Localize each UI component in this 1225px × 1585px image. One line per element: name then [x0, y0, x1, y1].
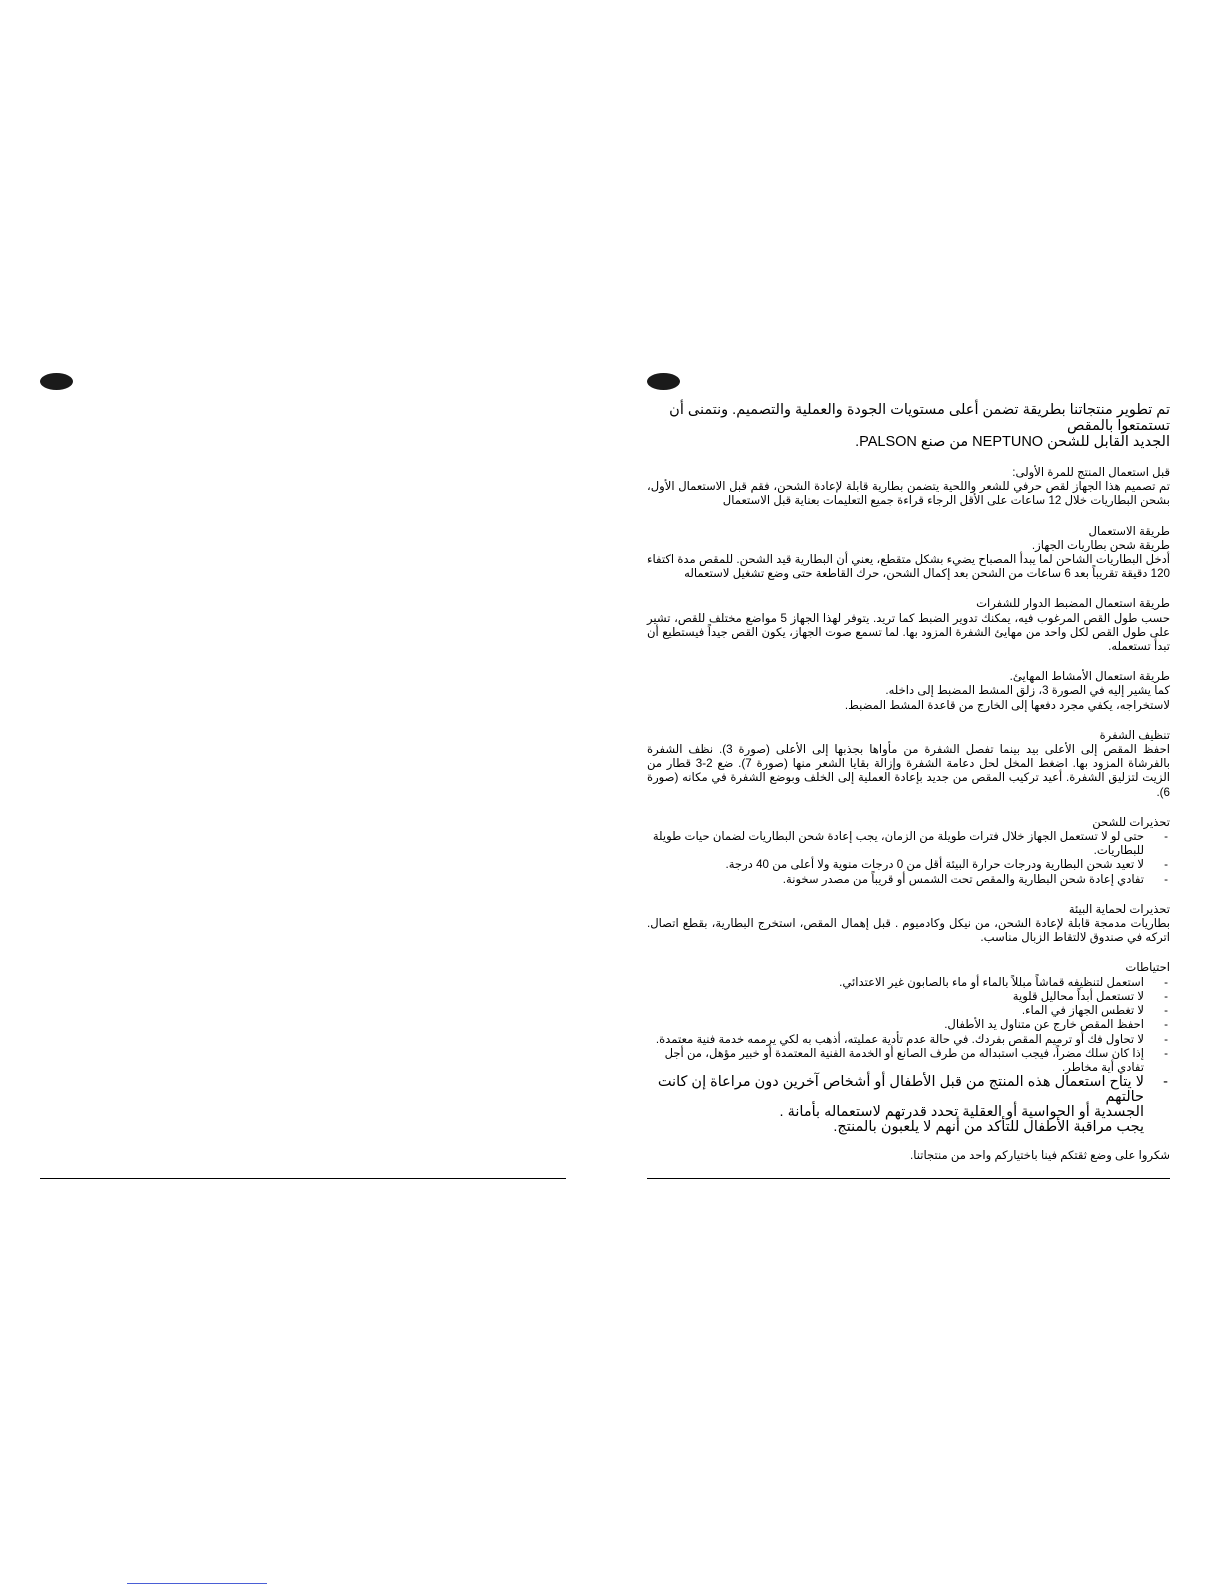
list-item-children-warning: [647, 1075, 1170, 1135]
list-item: - لا تغطس الجهاز في الماء.: [647, 1004, 1170, 1018]
section-title: طريقة الاستعمال: [1088, 524, 1170, 538]
right-footer-rule: [647, 1178, 1170, 1179]
warning-line-3: يجب مراقبة الأطفال للتأكد من أنهم لا يلعبون بالمنتج.: [833, 1119, 1144, 1136]
section-title: تنظيف الشفرة: [1099, 728, 1170, 742]
language-badge-right: [647, 373, 680, 390]
language-badge-left: [40, 373, 73, 390]
list-item: - لا تستعمل أبداً محاليل قلوية: [647, 990, 1170, 1004]
left-footer-rule: [40, 1178, 566, 1179]
arabic-instructions: [647, 402, 1170, 1163]
intro-line-2: الجديد القابل للشحن NEPTUNO من صنع PALSON.: [855, 434, 1170, 450]
section-line: لاستخراجه، يكفي مجرد دفعها إلى الخارج من قاعدة المشط المضبط.: [844, 698, 1170, 712]
section-line: كما يشير إليه في الصورة 3، زلق المشط المضبط إلى داخله.: [885, 684, 1170, 698]
section-title: احتياطات: [1125, 961, 1170, 975]
list-item: - لا تعيد شحن البطارية ودرجات حرارة البيئة أقل من 0 درجات منوية ولا أعلى من 40 درجة.: [647, 858, 1170, 872]
section-body: بطاريات مدمجة قابلة لإعادة الشحن، من نيكل وكادميوم . قبل إهمال المقص، استخرج البطارية، بقطع اتصال. اتركه في صندوق لالتقاط الزبال مناسب.: [647, 917, 1170, 945]
section-body: حسب طول القص المرغوب فيه، يمكنك تدوير الضبط كما تريد. يتوفر لهذا الجهاز 5 مواضع مختلف للقص، تشير على طول القص لكل واحد من مهايئ الشفرة المزود بها. لما تسمع صوت الجهاز، يكون القص جيداً فيستطيع أن تبدأ تستعمله.: [647, 611, 1170, 654]
intro-line-1: تم تطوير منتجاتنا بطريقة تضمن أعلى مستويات الجودة والعملية والتصميم. ونتمنى أن تستمتعوا بالمقص: [669, 402, 1170, 434]
section-title: تحذيرات للشحن: [1092, 815, 1170, 829]
list-item: - إذا كان سلك مضراً، فيجب استبداله من طرف الصانع أو الخدمة الفنية المعتمدة أو خبير مؤهل، من أجل تفادي أية مخاطر.: [647, 1047, 1170, 1075]
precaution-list: [647, 976, 1170, 1135]
section-dial: [647, 597, 1170, 654]
section-first-use: [647, 466, 1170, 509]
section-title: تحذيرات لحماية البيئة: [1068, 902, 1170, 916]
list-item: - احفظ المقص خارج عن متناول يد الأطفال.: [647, 1018, 1170, 1032]
section-cleaning: [647, 729, 1170, 800]
section-environment: [647, 903, 1170, 946]
list-item: - تفادي إعادة شحن البطارية والمقص تحت الشمس أو قريباً من مصدر سخونة.: [647, 873, 1170, 887]
list-item: - لا تحاول فك أو ترميم المقص بفردك. في حالة عدم تأدية عمليته، أذهب به لكي يرممه خدمة فنية معتمدة.: [647, 1033, 1170, 1047]
section-usage: [647, 525, 1170, 582]
section-combs: [647, 670, 1170, 713]
bottom-edge-line: [127, 1583, 267, 1584]
section-body: تم تصميم هذا الجهاز لقص حرفي للشعر واللحية يتضمن بطارية قابلة لإعادة الشحن، فقم قبل الاستعمال الأول، بشحن البطاريات خلال 12 ساعات على الأقل الرجاء قراءة جميع التعليمات بعناية قبل الاستعمال: [647, 480, 1170, 508]
section-title: قبل استعمال المنتج للمرة الأولى:: [1012, 466, 1170, 479]
section-precautions: [647, 961, 1170, 1135]
section-title: طريقة استعمال الأمشاط المهايئ.: [1009, 670, 1170, 684]
thanks-text: شكروا على وضع ثقتكم فينا باختياركم واحد من منتجاتنا.: [909, 1149, 1170, 1163]
warning-line-1: - لا يتاح استعمال هذه المنتج من قبل الأطفال أو أشخاص آخرين دون مراعاة إن كانت حالتهم: [657, 1074, 1144, 1106]
section-title: طريقة استعمال المضبط الدوار للشفرات: [976, 597, 1170, 611]
section-body: احفظ المقص إلى الأعلى بيد بينما تفصل الشفرة من مأواها بجذبها إلى الأعلى (صورة 3). نظف الشفرة بالفرشاة المزود بها. اضغط المخل لحل دعامة الشفرة وإزالة بقايا الشعر منها (صورة 7). ضع 2-3 قطار من الزيت لتزليق الشفرة. أعيد تركيب المقص من جديد بإعادة العملية إلى الخلف وبوضع الشفرة في مكانه (صورة 6).: [647, 743, 1171, 799]
list-item: - حتى لو لا تستعمل الجهاز خلال فترات طويلة من الزمان، يجب إعادة شحن البطاريات لضمان حيات طويلة للبطاريات.: [647, 830, 1170, 858]
section-body: أدخل البطاريات الشاحن لما يبدأ المصباح يضيء بشكل متقطع، يعني أن البطارية قيد الشحن. للمقص مدة اكتفاء 120 دقيقة تقريباً بعد 6 ساعات من الشحن بعد إكمال الشحن، حرك القاطعة حتى وضع تشغيل لاستعماله: [647, 553, 1170, 581]
section-charge-warnings: [647, 816, 1170, 887]
warning-list: [647, 830, 1170, 887]
left-page: [40, 370, 566, 1190]
list-item: - استعمل لتنظيفه قماشاً مبللاً بالماء أو ماء بالصابون غير الاعتدائي.: [647, 976, 1170, 990]
section-subtitle: طريقة شحن بطاريات الجهاز.: [1031, 538, 1170, 552]
warning-line-2: الجسدية أو الحواسية أو العقلية تحدد قدرتهم لاستعماله بأمانة .: [779, 1104, 1144, 1121]
